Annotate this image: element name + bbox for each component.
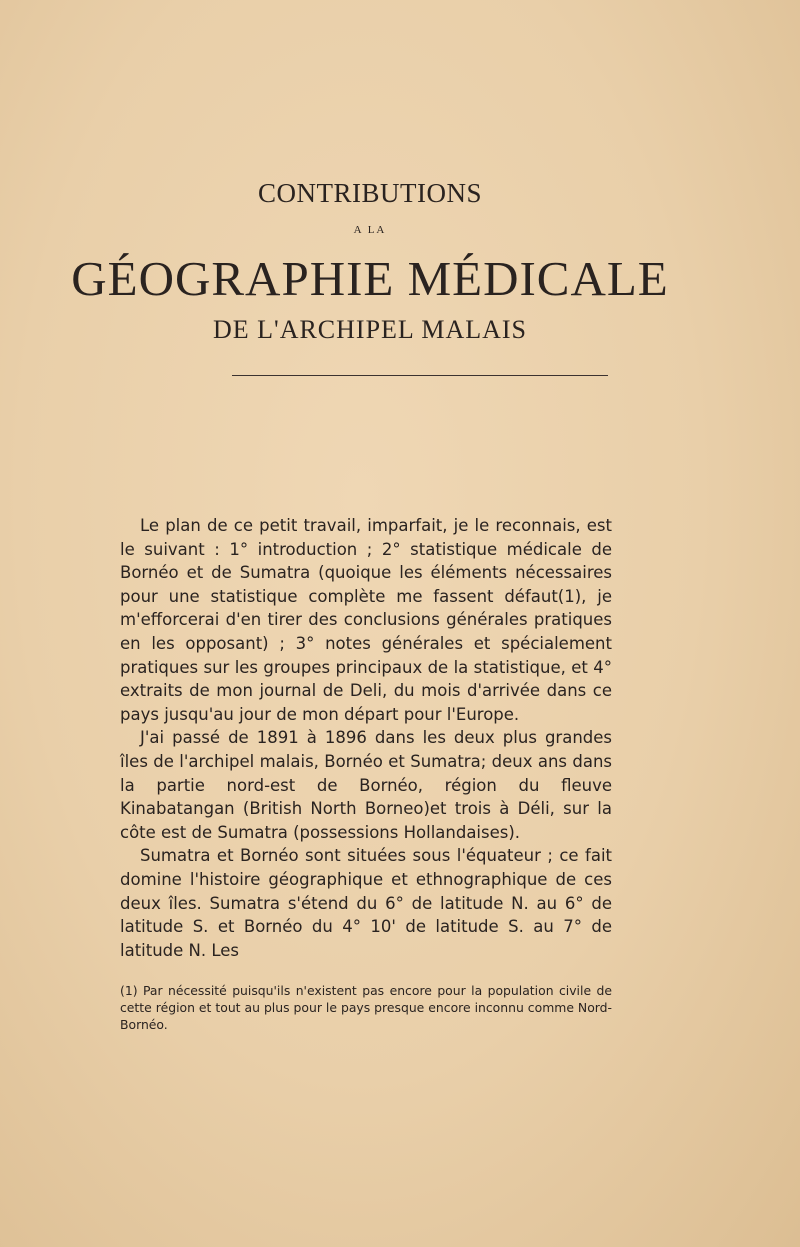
title-line-1: CONTRIBUTIONS — [257, 178, 482, 208]
paragraph: Sumatra et Bornéo sont situées sous l'équateur ; ce fait domine l'histoire géographique et ethnographique de ces deux îles. Sumatra s'étend du 6° de latitude N. au 6° de latitude S. et Bornéo du 4° 10' de latitude S. au 7° de latitude N. Les — [120, 846, 612, 960]
title-divider — [232, 375, 608, 376]
footnote — [120, 982, 612, 1033]
footnote-text: (1) Par nécessité puisqu'ils n'existent pas encore pour la population civile de cette région et tout au plus pour le pays presque encore inconnu comme Nord-Bornéo. — [120, 983, 612, 1032]
title-line-2: A LA — [353, 224, 387, 236]
body-text — [120, 514, 612, 962]
subtitle: DE L'ARCHIPEL MALAIS — [212, 315, 528, 344]
paragraph: Le plan de ce petit travail, imparfait, je le reconnais, est le suivant : 1° introduction ; 2° statistique médicale de Bornéo et de Sumatra (quoique les éléments nécessaires pour une statistique complète me fassent défaut(1), je m'efforcerai d'en tirer des conclusions générales pratiques en les opposant) ; 3° notes générales et spécialement pratiques sur les groupes principaux de la statistique, et 4° extraits de mon journal de Deli, du mois d'arrivée dans ce pays jusqu'au jour de mon départ pour l'Europe. — [120, 516, 612, 724]
paragraph: J'ai passé de 1891 à 1896 dans les deux plus grandes îles de l'archipel malais, Bornéo et Sumatra; deux ans dans la partie nord-est de Bornéo, région du fleuve Kinabatangan (British North Borneo)et trois à Déli, sur la côte est de Sumatra (possessions Hollandaises). — [120, 728, 612, 842]
main-title: GÉOGRAPHIE MÉDICALE — [71, 251, 669, 306]
